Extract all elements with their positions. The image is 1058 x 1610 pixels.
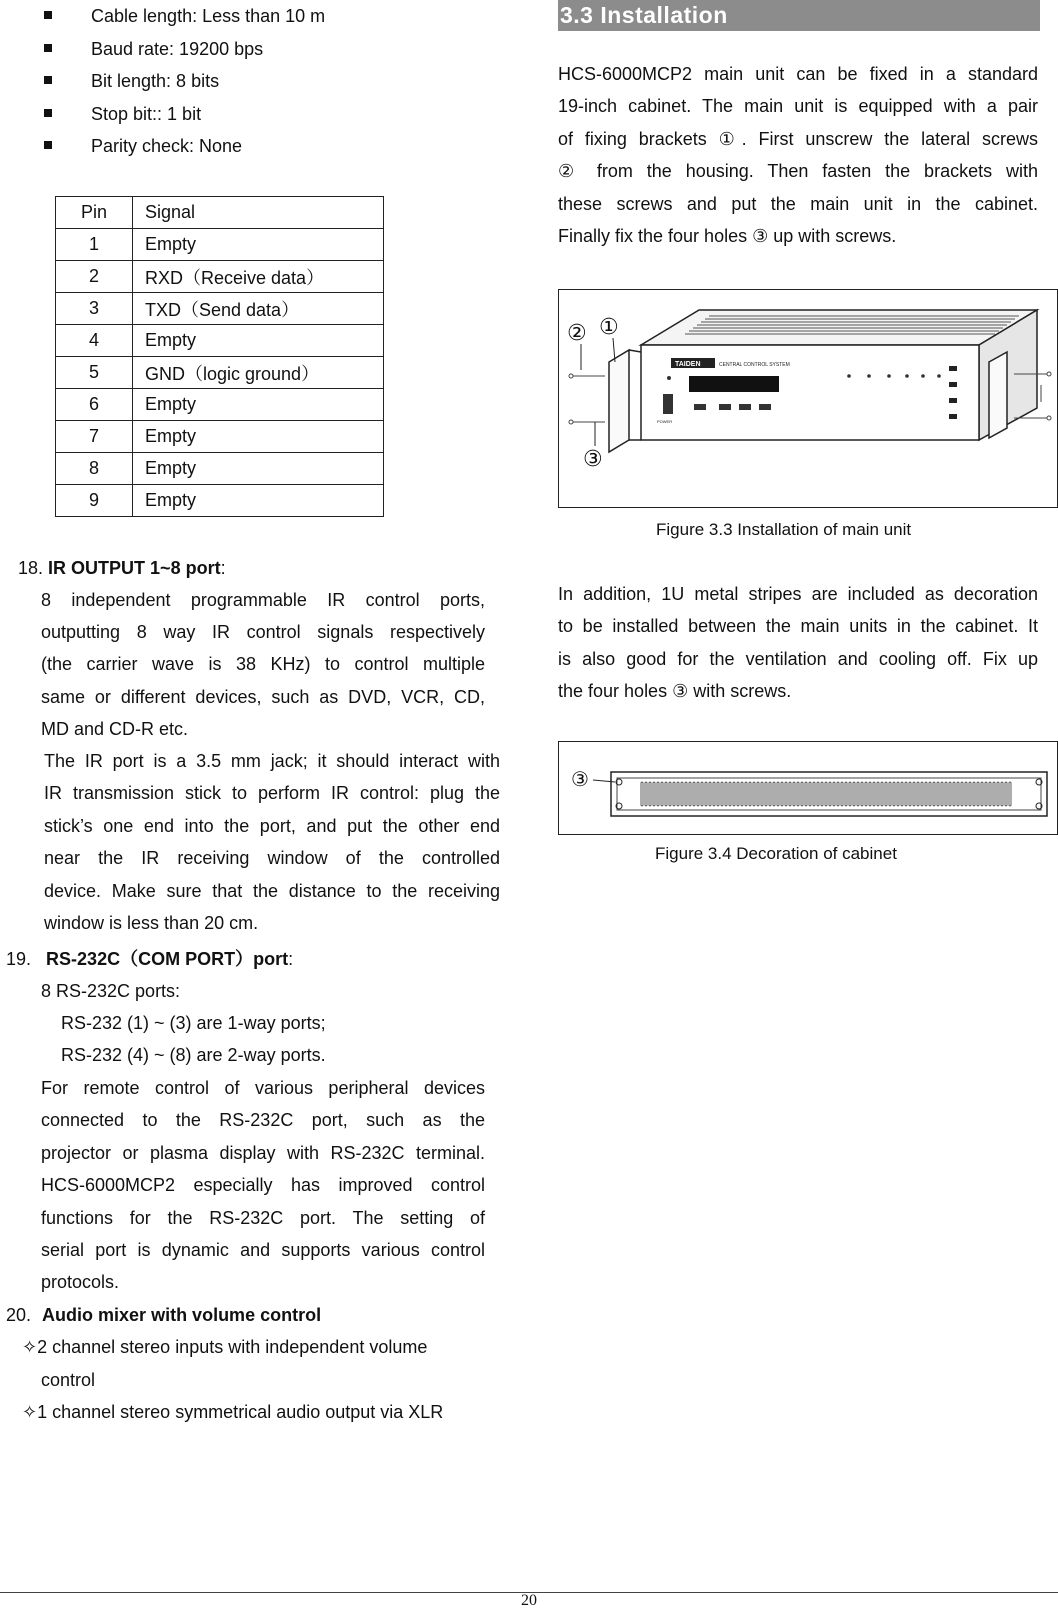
- right-bracket: [989, 352, 1007, 438]
- item-colon: :: [288, 949, 294, 969]
- pin-cell: 8: [56, 453, 133, 485]
- page-number: 20: [521, 1592, 537, 1609]
- pin-cell: 7: [56, 421, 133, 453]
- table-row: [56, 325, 384, 357]
- paragraph-line: to be installed between the main units in the cabinet. It: [558, 616, 1038, 636]
- rs232-sub-line: RS-232 (4) ~ (8) are 2-way ports.: [61, 1045, 326, 1065]
- paragraph-line: For remote control of various peripheral devices: [41, 1078, 485, 1098]
- sparkle-bullet-icon: ✧: [22, 1402, 38, 1422]
- paragraph-line: window is less than 20 cm.: [44, 913, 259, 933]
- signal-cell: Empty: [133, 485, 384, 517]
- spec-baud-rate: Baud rate: 19200 bps: [91, 39, 264, 59]
- paragraph-line: these screws and put the main unit in the cabinet.: [558, 194, 1038, 214]
- table-row: [56, 261, 384, 293]
- square-bullet-icon: [44, 109, 52, 117]
- square-bullet-icon: [44, 76, 52, 84]
- signal-cell: Empty: [133, 421, 384, 453]
- list-item-text: 2 channel stereo inputs with independent volume: [37, 1337, 428, 1357]
- signal-cell: Empty: [133, 389, 384, 421]
- signal-cell: Empty: [133, 229, 384, 261]
- figure-installation-main-unit: [558, 289, 1058, 508]
- callout-screws: ②: [567, 321, 587, 346]
- item-colon: :: [220, 558, 226, 578]
- paragraph-line: MD and CD-R etc.: [41, 719, 189, 739]
- list-item: [22, 1400, 443, 1424]
- figure-caption: Figure 3.4 Decoration of cabinet: [655, 844, 897, 863]
- paragraph-line: HCS-6000MCP2 main unit can be fixed in a standard: [558, 64, 1038, 84]
- callout-holes: ③: [583, 447, 603, 472]
- section-heading: 3.3 Installation: [560, 2, 728, 28]
- item-heading: [18, 556, 226, 580]
- signal-cell: GND（logic ground）: [133, 357, 384, 389]
- paragraph-line: stick’s one end into the port, and put the other end: [44, 816, 500, 836]
- paragraph-line: connected to the RS-232C port, such as the: [41, 1110, 485, 1130]
- table-row: [56, 389, 384, 421]
- table-header-signal: Signal: [133, 197, 384, 229]
- figure-cabinet-decoration: [558, 741, 1058, 835]
- table-header-pin: Pin: [56, 197, 133, 229]
- model-label: CENTRAL CONTROL SYSTEM: [719, 362, 790, 368]
- paragraph-line: near the IR receiving window of the controlled: [44, 848, 500, 868]
- item-number: 19.: [6, 949, 32, 969]
- item-title: Audio mixer with volume control: [42, 1305, 322, 1325]
- paragraph-line: of fixing brackets ①. First unscrew the lateral screws: [558, 129, 1038, 149]
- callout-holes: ③: [571, 767, 589, 791]
- power-label: POWER: [657, 419, 673, 424]
- paragraph-line: the four holes ③ with screws.: [558, 681, 792, 701]
- table-row: [56, 485, 384, 517]
- paragraph-line: is also good for the ventilation and cooling off. Fix up: [558, 649, 1038, 669]
- paragraph-line: outputting 8 way IR control signals respectively: [41, 622, 485, 642]
- power-switch: [663, 394, 673, 414]
- pin-cell: 2: [56, 261, 133, 293]
- square-bullet-icon: [44, 44, 52, 52]
- table-row: [56, 229, 384, 261]
- callout-brackets: ①: [599, 315, 619, 340]
- paragraph-line: serial port is dynamic and supports various control: [41, 1240, 485, 1260]
- sparkle-bullet-icon: ✧: [22, 1337, 38, 1357]
- paragraph-line: IR transmission stick to perform IR control: plug the: [44, 783, 500, 803]
- paragraph-line: The IR port is a 3.5 mm jack; it should interact with: [44, 751, 500, 771]
- pin-cell: 3: [56, 293, 133, 325]
- item-heading: [6, 947, 293, 971]
- paragraph-line: functions for the RS-232C port. The setting of: [41, 1208, 485, 1228]
- item-number: 20.: [6, 1305, 32, 1325]
- spec-stop-bit: Stop bit:: 1 bit: [91, 104, 202, 124]
- paragraph-line: HCS-6000MCP2 especially has improved control: [41, 1175, 485, 1195]
- pin-cell: 5: [56, 357, 133, 389]
- pin-cell: 6: [56, 389, 133, 421]
- table-row: [56, 453, 384, 485]
- rs232-intro: 8 RS-232C ports:: [41, 981, 181, 1001]
- table-row: [56, 357, 384, 389]
- item-number: 18.: [18, 558, 44, 578]
- paragraph-line: In addition, 1U metal stripes are included as decoration: [558, 584, 1038, 604]
- paragraph-line: 19-inch cabinet. The main unit is equipped with a pair: [558, 96, 1038, 116]
- lcd-display: [689, 376, 779, 392]
- item-title: RS-232C（COM PORT）port: [46, 949, 289, 969]
- left-bracket: [609, 350, 629, 452]
- figure-caption: Figure 3.3 Installation of main unit: [656, 520, 912, 539]
- rs232-sub-line: RS-232 (1) ~ (3) are 1-way ports;: [61, 1013, 326, 1033]
- square-bullet-icon: [44, 11, 52, 19]
- paragraph-line: Finally fix the four holes ③ up with screws.: [558, 226, 897, 246]
- pin-cell: 4: [56, 325, 133, 357]
- signal-cell: TXD（Send data）: [133, 293, 384, 325]
- paragraph-line: protocols.: [41, 1272, 120, 1292]
- pin-cell: 1: [56, 229, 133, 261]
- list-item: [22, 1335, 427, 1359]
- main-unit-illustration: [559, 290, 1057, 507]
- table-row: [56, 293, 384, 325]
- square-bullet-icon: [44, 141, 52, 149]
- decoration-stripe-illustration: [559, 742, 1057, 834]
- list-item-text: 1 channel stereo symmetrical audio output via XLR: [37, 1402, 444, 1422]
- paragraph-line: (the carrier wave is 38 KHz) to control multiple: [41, 654, 485, 674]
- signal-cell: Empty: [133, 325, 384, 357]
- list-item-continuation: control: [41, 1370, 96, 1390]
- paragraph-line: 8 independent programmable IR control ports,: [41, 590, 485, 610]
- item-heading: [6, 1303, 321, 1327]
- item-title: IR OUTPUT 1~8 port: [48, 558, 221, 578]
- paragraph-line: same or different devices, such as DVD, VCR, CD,: [41, 687, 485, 707]
- signal-cell: Empty: [133, 453, 384, 485]
- vent-slots-icon: [685, 316, 1019, 334]
- paragraph-line: device. Make sure that the distance to the receiving: [44, 881, 500, 901]
- table-row: [56, 421, 384, 453]
- signal-cell: RXD（Receive data）: [133, 261, 384, 293]
- spec-parity: Parity check: None: [91, 136, 243, 156]
- spec-cable-length: Cable length: Less than 10 m: [91, 6, 326, 26]
- spec-bit-length: Bit length: 8 bits: [91, 71, 220, 91]
- pin-signal-table: [55, 196, 384, 517]
- brand-label: TAIDEN: [675, 361, 701, 368]
- table-header-row: [56, 197, 384, 229]
- pin-cell: 9: [56, 485, 133, 517]
- paragraph-line: projector or plasma display with RS-232C terminal.: [41, 1143, 485, 1163]
- paragraph-line: ② from the housing. Then fasten the brackets with: [558, 161, 1038, 181]
